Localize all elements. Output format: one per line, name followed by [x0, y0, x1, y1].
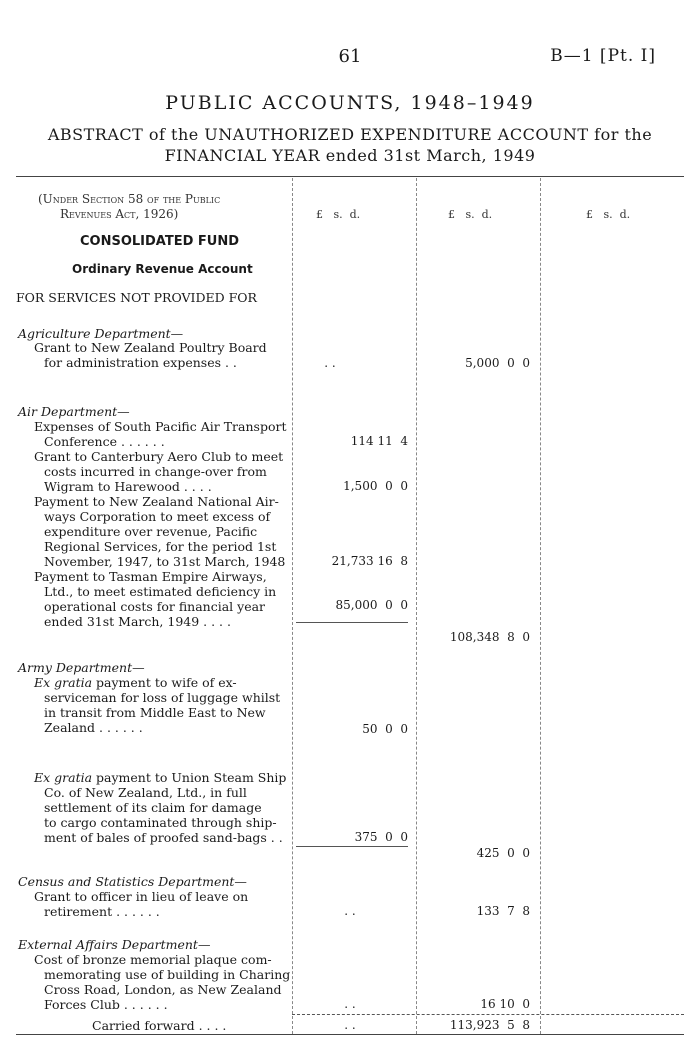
- currency-header-col3: £ s. d.: [586, 208, 631, 221]
- air-subtotal-rule: [296, 622, 408, 623]
- authority-line-2: Revenues Act, 1926): [60, 207, 179, 221]
- external-line-1: Cost of bronze memorial plaque com-: [34, 952, 272, 967]
- external-col2: 16 10 0: [480, 997, 530, 1011]
- air-item3-line-3: expenditure over revenue, Pacific: [44, 524, 258, 539]
- army-item2-line-4: to cargo contaminated through ship-: [44, 815, 277, 830]
- air-item3-amount: 21,733 16 8: [331, 554, 408, 568]
- air-item3-line-5: November, 1947, to 31st March, 1948: [44, 554, 286, 569]
- carried-forward-label: Carried forward . . . .: [92, 1018, 227, 1033]
- air-item4-line-4: ended 31st March, 1949 . . . .: [44, 614, 231, 629]
- army-total: 425 0 0: [476, 846, 530, 860]
- census-line-1: Grant to officer in lieu of leave on: [34, 889, 249, 904]
- air-item2-line-3: Wigram to Harewood . . . .: [44, 479, 212, 494]
- page-number: 61: [338, 46, 362, 67]
- air-item2-line-2: costs incurred in change-over from: [44, 464, 267, 479]
- external-line-4: Forces Club . . . . . .: [44, 997, 168, 1012]
- air-item4-line-2: Ltd., to meet estimated deficiency in: [44, 584, 277, 599]
- section-army-heading: Army Department—: [18, 660, 145, 675]
- authority-line-1: (Under Section 58 of the Public: [38, 192, 221, 206]
- external-line-3: Cross Road, London, as New Zealand: [44, 982, 282, 997]
- column-divider-3: [540, 178, 541, 1034]
- army-item1-line-2: serviceman for loss of luggage whilst: [44, 690, 281, 705]
- fund-heading: CONSOLIDATED FUND: [80, 234, 240, 249]
- army-item2-line-3: settlement of its claim for damage: [44, 800, 262, 815]
- external-line-2: memorating use of building in Charing: [44, 967, 291, 982]
- air-item4-amount: 85,000 0 0: [335, 598, 408, 612]
- agriculture-col1: . .: [324, 356, 336, 370]
- air-item4-line-1: Payment to Tasman Empire Airways,: [34, 569, 267, 584]
- army-item1-line-4: Zealand . . . . . .: [44, 720, 143, 735]
- column-divider-1: [292, 178, 293, 1034]
- air-item2-amount: 1,500 0 0: [343, 479, 408, 493]
- air-item3-line-1: Payment to New Zealand National Air-: [34, 494, 279, 509]
- air-item4-line-3: operational costs for financial year: [44, 599, 266, 614]
- census-col1: . .: [344, 904, 356, 918]
- air-item3-line-2: ways Corporation to meet excess of: [44, 509, 271, 524]
- services-caption: FOR SERVICES NOT PROVIDED FOR: [16, 290, 257, 305]
- army-item2-line-2: Co. of New Zealand, Ltd., in full: [44, 785, 247, 800]
- army-item1-line-3: in transit from Middle East to New: [44, 705, 266, 720]
- army-item2-amount: 375 0 0: [354, 830, 408, 844]
- air-item2-line-1: Grant to Canterbury Aero Club to meet: [34, 449, 284, 464]
- section-census-heading: Census and Statistics Department—: [18, 874, 247, 889]
- army-item1-line-1: [34, 675, 237, 690]
- currency-header-col2: £ s. d.: [448, 208, 493, 221]
- air-item1-amount: 114 11 4: [350, 434, 408, 448]
- carried-forward-rule: [292, 1014, 684, 1015]
- army-subtotal-rule: [296, 846, 408, 847]
- subtitle-line-1: ABSTRACT of the UNAUTHORIZED EXPENDITURE ACCOUNT for the: [47, 125, 653, 144]
- army-item2-line-1: Ex gratia payment to Union Steam Ship: [34, 770, 287, 785]
- column-divider-2: [416, 178, 417, 1034]
- agriculture-line-1: Grant to New Zealand Poultry Board: [34, 340, 267, 355]
- subtitle-line-2: FINANCIAL YEAR ended 31st March, 1949: [164, 146, 536, 165]
- page-title: PUBLIC ACCOUNTS, 1948–1949: [165, 92, 535, 114]
- air-item1-line-2: Conference . . . . . .: [44, 434, 165, 449]
- agriculture-line-2: for administration expenses . .: [44, 355, 237, 370]
- air-item3-line-4: Regional Services, for the period 1st: [44, 539, 277, 554]
- external-col1: . .: [344, 997, 356, 1011]
- ex-gratia-italic: Ex gratia: [34, 675, 93, 690]
- army-item1-amount: 50 0 0: [362, 722, 408, 736]
- table-bottom-rule: [16, 1034, 684, 1035]
- table-top-rule: [16, 176, 684, 177]
- carried-forward-col1: . .: [344, 1018, 356, 1032]
- report-code: B—1 [Pt. I]: [550, 46, 656, 66]
- section-air-heading: Air Department—: [18, 404, 130, 419]
- census-col2: 133 7 8: [476, 904, 530, 918]
- carried-forward-col2: 113,923 5 8: [449, 1018, 530, 1032]
- air-item1-line-1: Expenses of South Pacific Air Transport: [34, 419, 287, 434]
- army-item2-line-5: ment of bales of proofed sand-bags . .: [44, 830, 283, 845]
- air-total: 108,348 8 0: [449, 630, 530, 644]
- ex-gratia-italic: Ex gratia: [34, 770, 93, 785]
- army-item1-line-1-text: Ex gratia payment to wife of ex-: [34, 675, 237, 690]
- page-subtitle: [40, 124, 660, 166]
- currency-header-col1: £ s. d.: [316, 208, 361, 221]
- account-heading: Ordinary Revenue Account: [72, 262, 253, 276]
- agriculture-col2: 5,000 0 0: [465, 356, 530, 370]
- census-line-2: retirement . . . . . .: [44, 904, 160, 919]
- section-agriculture-heading: Agriculture Department—: [18, 326, 184, 341]
- section-external-heading: External Affairs Department—: [18, 937, 211, 952]
